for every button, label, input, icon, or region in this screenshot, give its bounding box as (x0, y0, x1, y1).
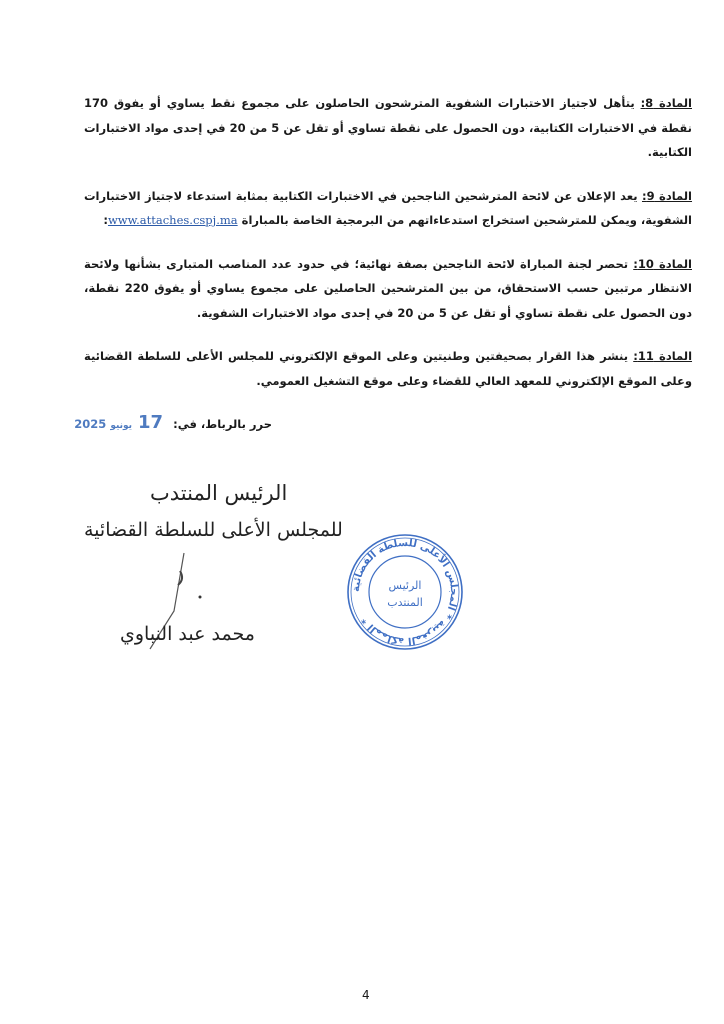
page-number: 4 (362, 988, 370, 1002)
signature-title: الرئيس المنتدب (150, 481, 288, 505)
article-text: تحصر لجنة المباراة لائحة الناجحين بصفة نهائية؛ في حدود عدد المناصب المتبارى بشأنها ولائحة الانتظار مرتبين حسب الاستحقاق، من بين المترشحين الحاصلين على مجموع يساوي أو يفوق 220 نقطة، دون الحصول على نقطة تساوي أو تقل عن 5 من 20 في إحدى مواد الاختبارات الشفوية. (84, 256, 692, 320)
article-9 (84, 184, 692, 233)
stamp-outer-text: المملكة المغربية * المجلس الأعلى للسلطة القضائية * (350, 537, 460, 647)
official-stamp (346, 533, 464, 651)
article-text: يتأهل لاجتياز الاختبارات الشفوية المترشحون الحاصلون على مجموع نقط يساوي أو يفوق 170 نقطة في الاختبارات الكتابية، دون الحصول على نقطة تساوي أو تقل عن 5 من 20 في إحدى مواد الاختبارات الكتابية. (84, 96, 693, 159)
stamp-inner-line2: المنتدب (387, 596, 423, 609)
article-label: المادة 11: (633, 349, 693, 363)
website-link[interactable]: www.attaches.cspj.ma (107, 213, 238, 227)
date-stamp (74, 412, 169, 433)
signature-block (84, 481, 692, 681)
article-10 (84, 252, 692, 326)
stamp-inner-line1: الرئيس (388, 579, 422, 592)
handwritten-signature (84, 481, 344, 681)
date-month: يونيو (110, 421, 133, 431)
document-body (74, 91, 693, 681)
article-label: المادة 8: (640, 96, 692, 110)
article-8 (84, 91, 692, 165)
article-text: يعد الإعلان عن لائحة المترشحين الناجحين في الاختبارات الكتابية بمثابة استدعاء لاجتياز الاختبارات الشفوية، ويمكن للمترشحين استخراج استدعاءاتهم من البرمجية الخاصة بالمباراة (84, 188, 692, 227)
date-day: 17 (138, 412, 164, 433)
punctuation: : (103, 213, 108, 227)
signatory-name: محمد عبد النباوي (120, 623, 255, 645)
article-label: المادة 10: (633, 256, 692, 271)
date-prefix: حرر بالرباط، في: (173, 417, 272, 431)
article-11 (84, 344, 692, 393)
signature-org: للمجلس الأعلى للسلطة القضائية (84, 519, 343, 541)
article-text: ينشر هذا القرار بصحيفتين وطنيتين وعلى الموقع الإلكتروني للمجلس الأعلى للسلطة القضائية وعلى الموقع الإلكتروني للمعهد العالي للقضاء وعلى موقع التشغيل العمومي. (84, 349, 692, 388)
article-label: المادة 9: (641, 188, 693, 203)
date-line (74, 412, 272, 433)
date-year: 2025 (74, 417, 107, 431)
